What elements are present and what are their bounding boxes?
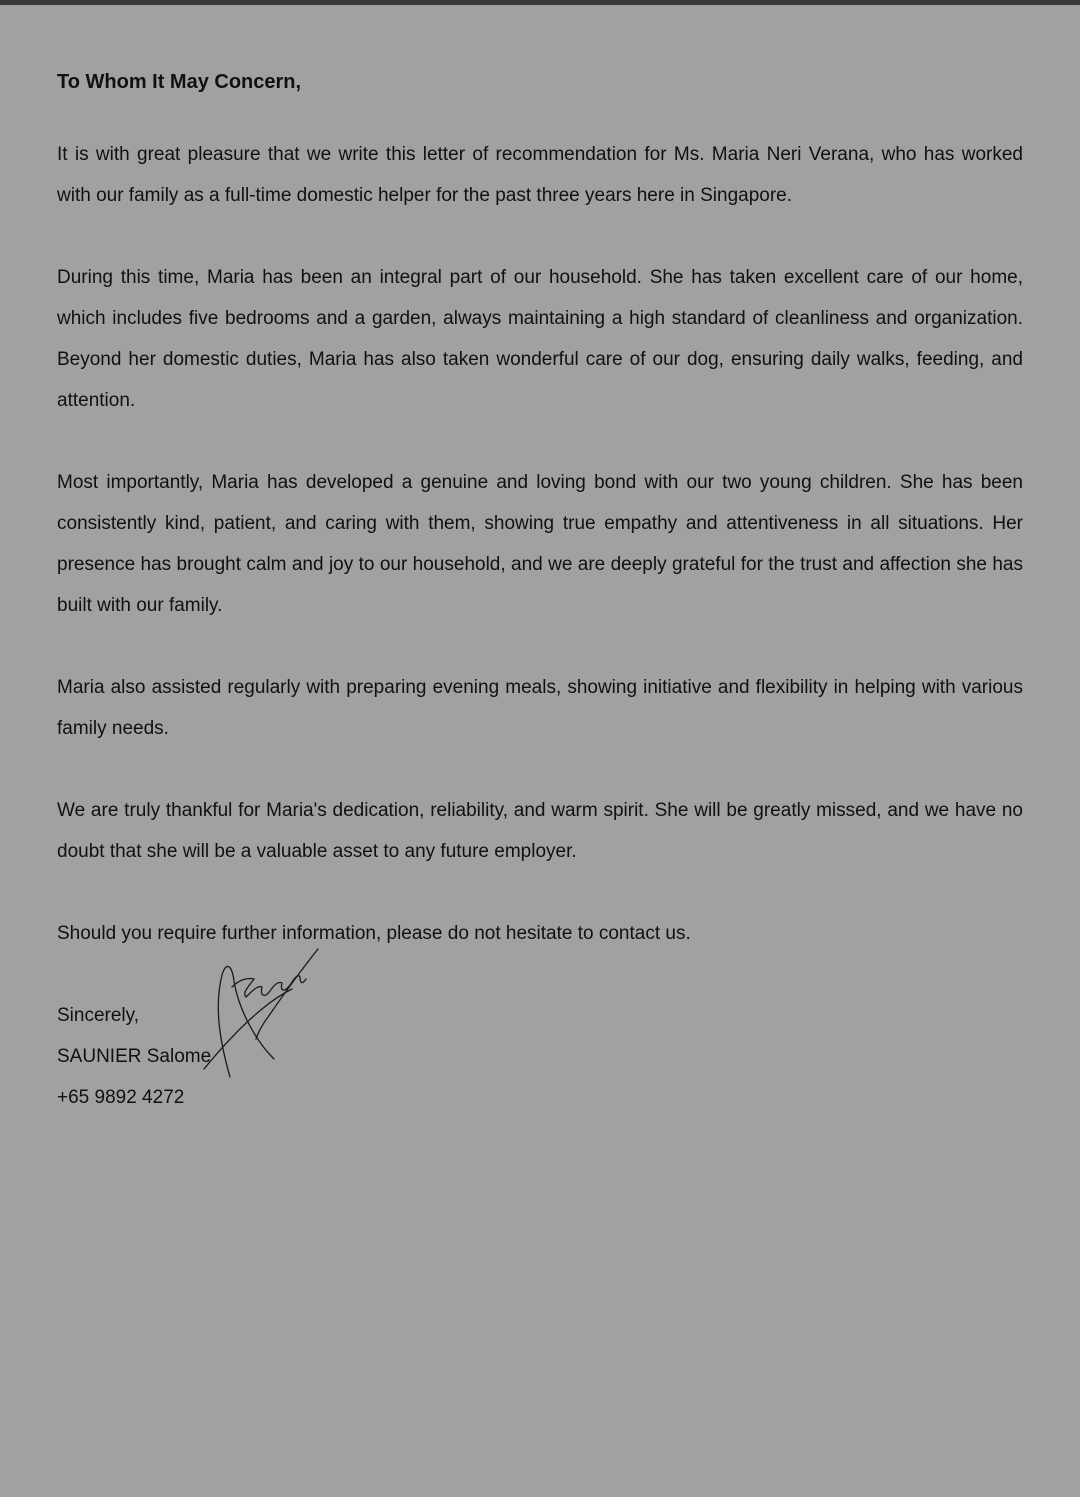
letter-closing-block [57,995,1023,1118]
letter-paragraph-children: Most importantly, Maria has developed a genuine and loving bond with our two young children. She has been consistently kind, patient, and caring with them, showing true empathy and attentiveness in all situations. Her presence has brought calm and joy to our household, and we are deeply grateful for the trust and affection she has built with our family. [57,472,1023,616]
letter-paragraph-meals: Maria also assisted regularly with preparing evening meals, showing initiative and flexibility in helping with various family needs. [57,677,1023,739]
letter-document [57,62,1023,1118]
letter-paragraph-intro: It is with great pleasure that we write this letter of recommendation for Ms. Maria Neri Verana, who has worked with our family as a full-time domestic helper for the past three years here in Singapore. [57,144,1023,206]
letter-closing: Sincerely, [57,1005,140,1026]
letter-paragraph-contact: Should you require further information, please do not hesitate to contact us. [57,923,691,944]
window-top-bar [0,0,1080,5]
letter-paragraph-thanks: We are truly thankful for Maria's dedication, reliability, and warm spirit. She will be greatly missed, and we have no doubt that she will be a valuable asset to any future employer. [57,800,1023,862]
letter-salutation: To Whom It May Concern, [57,71,302,93]
letter-paragraph-household: During this time, Maria has been an integral part of our household. She has taken excellent care of our home, which includes five bedrooms and a garden, always maintaining a high standard of cleanliness and organization. Beyond her domestic duties, Maria has also taken wonderful care of our dog, ensuring daily walks, feeding, and attention. [57,267,1023,411]
signer-name: SAUNIER Salome [57,1046,212,1067]
signer-phone: +65 9892 4272 [57,1087,185,1108]
handwritten-signature-icon [202,947,322,1082]
